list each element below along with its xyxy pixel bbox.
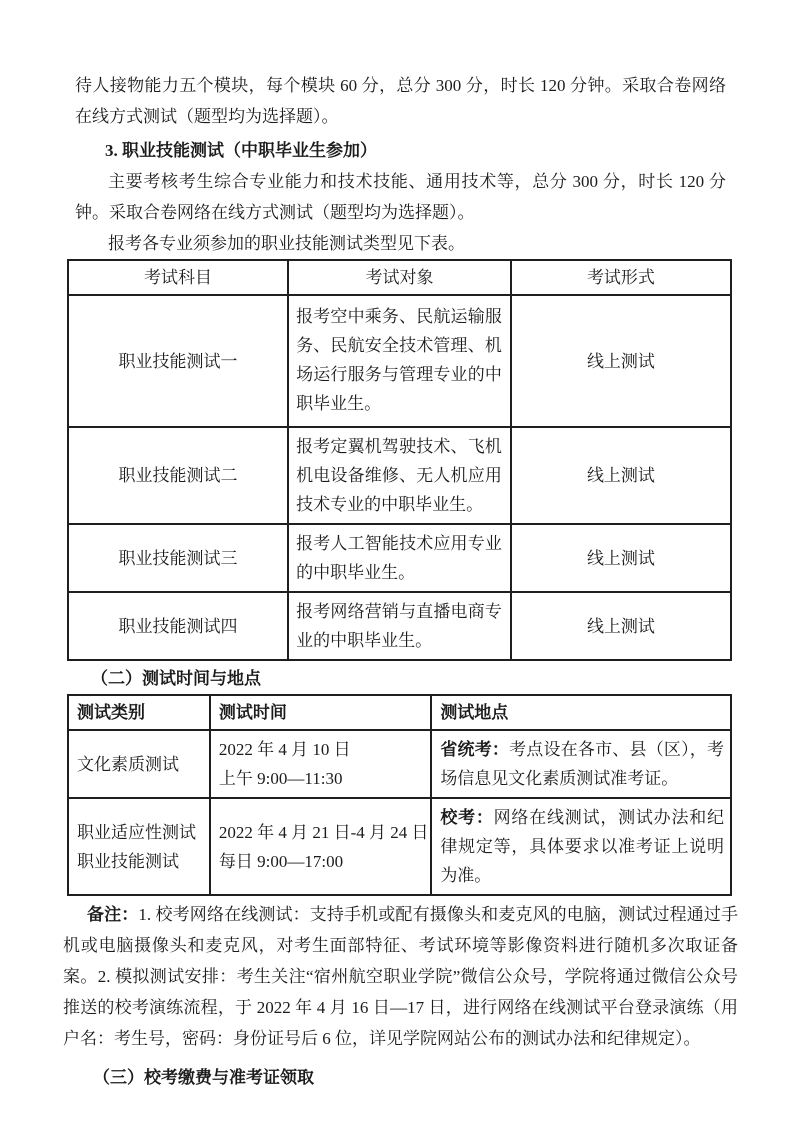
time-line: 每日 9:00—17:00	[218, 851, 344, 871]
heading-test-time-place: （二）测试时间与地点	[91, 669, 261, 688]
cell-format: 线上测试	[511, 295, 731, 427]
cell-target: 报考网络营销与直播电商专业的中职毕业生。	[288, 592, 511, 660]
paragraph-remark	[63, 899, 738, 1054]
cell-subject: 职业技能测试三	[68, 524, 288, 592]
column-header-exam-subject: 考试科目	[68, 260, 288, 295]
cell-target: 报考人工智能技术应用专业的中职毕业生。	[288, 524, 511, 592]
table-row	[68, 798, 731, 895]
schedule-table	[67, 694, 732, 896]
cell-format: 线上测试	[511, 592, 731, 660]
column-header-test-place: 测试地点	[431, 695, 731, 730]
cell-subject: 职业技能测试一	[68, 295, 288, 427]
skill-test-table-header-row	[68, 260, 731, 295]
place-label: 省统考：	[440, 740, 510, 759]
paragraph-module-scores: 待人接物能力五个模块，每个模块 60 分，总分 300 分，时长 120 分钟。采取合卷网络在线方式测试（题型均为选择题）。	[75, 76, 726, 126]
table-row	[68, 295, 731, 427]
place-label: 校考：	[440, 808, 494, 827]
category-line: 职业适应性测试	[77, 822, 196, 842]
paragraph-table-intro: 报考各专业须参加的职业技能测试类型见下表。	[108, 234, 465, 253]
schedule-table-header-row	[68, 695, 731, 730]
table-row	[68, 730, 731, 798]
cell-category	[68, 730, 210, 798]
cell-place	[431, 798, 731, 895]
category-line: 文化素质测试	[77, 754, 179, 774]
time-line: 2022 年 4 月 10 日	[218, 740, 351, 759]
paragraph-skill-test-description: 主要考核考生综合专业能力和技术技能、通用技术等，总分 300 分，时长 120 分钟。采取合卷网络在线方式测试（题型均为选择题）。	[75, 172, 726, 222]
column-header-exam-format: 考试形式	[511, 260, 731, 295]
time-line: 上午 9:00—11:30	[218, 769, 343, 788]
table-row	[68, 524, 731, 592]
heading-fee-admission-ticket: （三）校考缴费与准考证领取	[93, 1068, 314, 1087]
cell-time	[210, 798, 431, 895]
place-text: 考点设在各市、县（区），考场信息见文化素质测试准考证。	[440, 740, 724, 788]
category-line: 职业技能测试	[77, 851, 179, 871]
table-row	[68, 427, 731, 524]
cell-place	[431, 730, 731, 798]
cell-target: 报考空中乘务、民航运输服务、民航安全技术管理、机场运行服务与管理专业的中职毕业生。	[288, 295, 511, 427]
cell-time	[210, 730, 431, 798]
cell-subject: 职业技能测试四	[68, 592, 288, 660]
cell-format: 线上测试	[511, 427, 731, 524]
cell-category	[68, 798, 210, 895]
column-header-test-category: 测试类别	[68, 695, 210, 730]
skill-test-table	[67, 259, 732, 661]
column-header-exam-target: 考试对象	[288, 260, 511, 295]
place-text: 网络在线测试，测试办法和纪律规定等，具体要求以准考证上说明为准。	[440, 808, 725, 885]
heading-vocational-skill-test: 3. 职业技能测试（中职毕业生参加）	[105, 141, 377, 160]
remark-label: 备注：	[87, 905, 139, 924]
remark-text: 1. 校考网络在线测试：支持手机或配有摄像头和麦克风的电脑，测试过程通过手机或电脑摄像头和麦克风，对考生面部特征、考试环境等影像资料进行随机多次取证备案。2. 模拟测试安排：考生关注“宿州航空职业学院”微信公众号，学院将通过微信公众号推送的校考演练流程，于 2022 年 4 月 16 日—17 日，进行网络在线测试平台登录演练（用户名：考生号，密码：身份证号后 6 位，详见学院网站公布的测试办法和纪律规定）。	[63, 905, 738, 1048]
cell-subject: 职业技能测试二	[68, 427, 288, 524]
time-line: 2022 年 4 月 21 日-4 月 24 日	[218, 822, 429, 842]
cell-target: 报考定翼机驾驶技术、飞机机电设备维修、无人机应用技术专业的中职毕业生。	[288, 427, 511, 524]
column-header-test-time: 测试时间	[210, 695, 431, 730]
cell-format: 线上测试	[511, 524, 731, 592]
table-row	[68, 592, 731, 660]
